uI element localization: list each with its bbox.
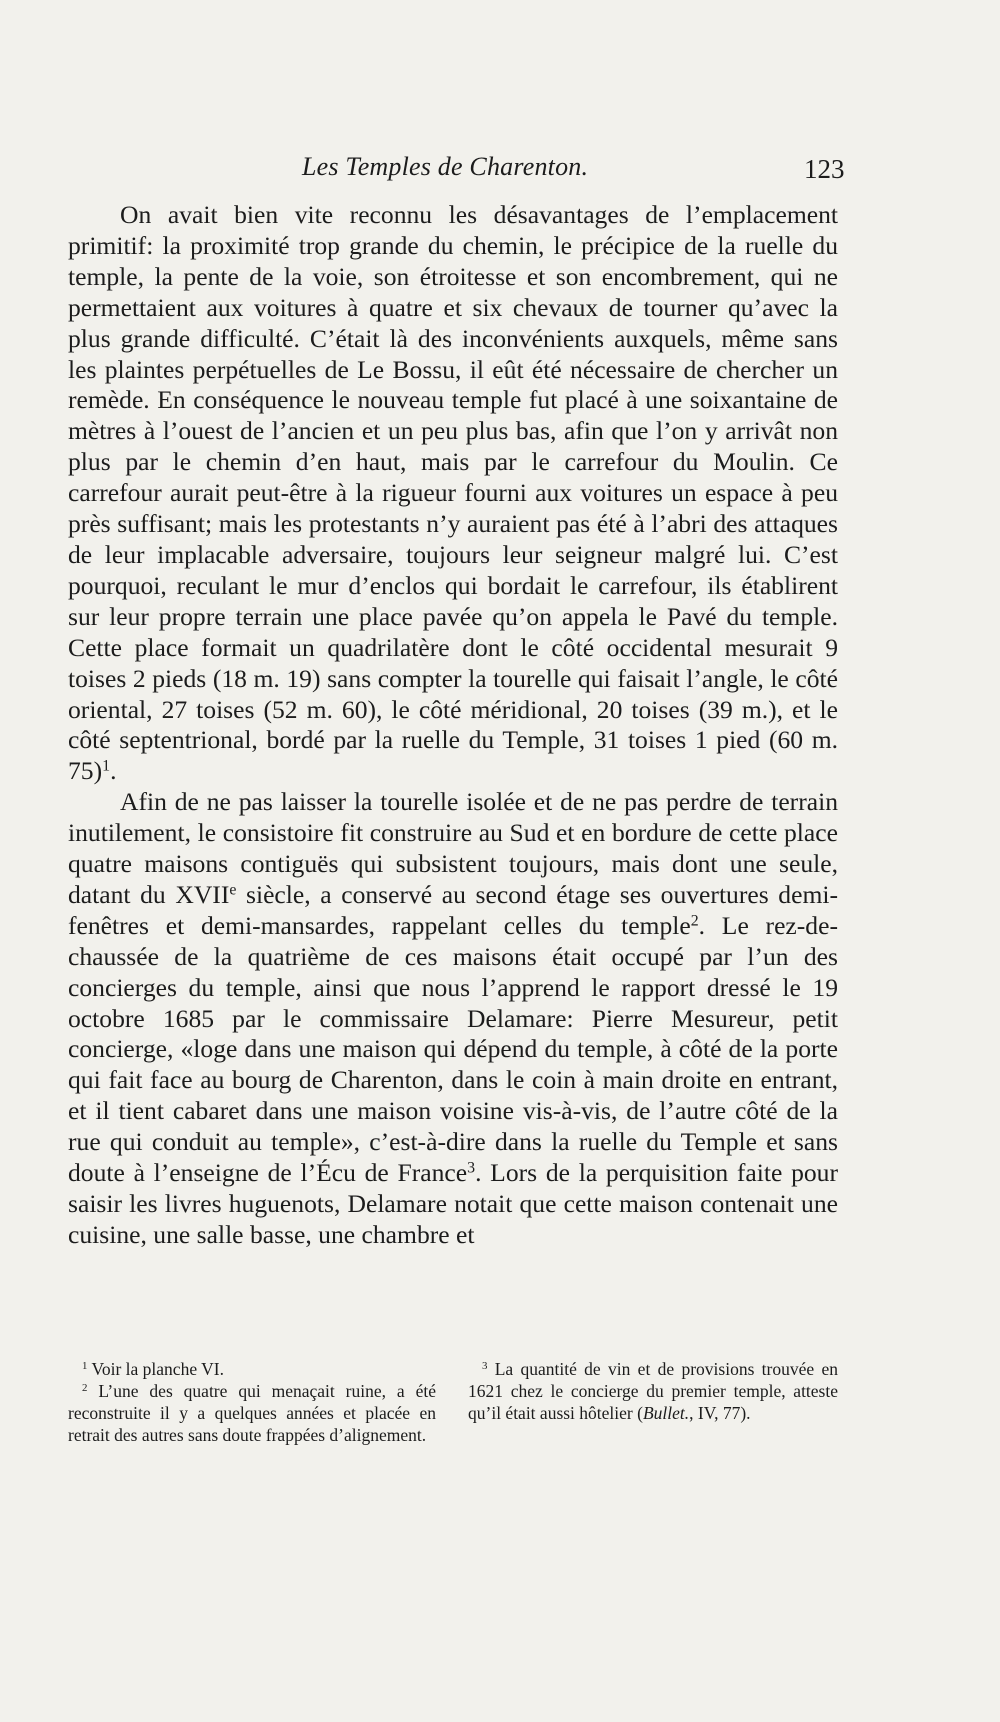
footnote-2-text: L’une des quatre qui menaçait ruine, a été reconstruite il y a quelques années et placée en retrait des autres sans doute frappées d’alignement. xyxy=(68,1381,436,1445)
footnote-1-text: Voir la planche VI. xyxy=(87,1359,224,1379)
footnote-3 xyxy=(468,1358,838,1424)
paragraph-2-text-c: . Le rez-de-chaussée de la quatrième de ces maisons était occupé par l’un des concierges du temple, ainsi que nous l’apprend le rapport dressé le 19 octobre 1685 par le commissaire Delamare: Pierre Mesureur, petit concierge, «loge dans une maison qui dépend du temple, à côté de la porte qui fait face au bourg de Charenton, dans le coin à main droite en entrant, et il tient cabaret dans une maison voisine vis-à-vis, de l’autre côté de la rue qui conduit au temple», c’est-à-dire dans la ruelle du Temple et sans doute à l’enseigne de l’Écu de France xyxy=(68,910,838,1188)
footnote-2-marker: 2 xyxy=(82,1382,88,1395)
footnote-1 xyxy=(68,1358,436,1380)
paragraph-1-end: . xyxy=(110,756,117,786)
footnotes-left-column xyxy=(68,1358,436,1446)
century-superscript: e xyxy=(229,881,237,899)
page-number: 123 xyxy=(804,154,845,184)
paragraph-2-text-a: Afin de ne pas laisser la tourelle isolée et de ne pas perdre de terrain inutilement, le consistoire fit construire au Sud et en bordure de cette place quatre maisons contiguës qui subsistent toujours, mais dont une seule, datant du XVII xyxy=(68,787,838,909)
running-title: Les Temples de Charenton. xyxy=(302,152,589,181)
footnote-1-marker: 1 xyxy=(82,1360,88,1373)
footnote-3-text-b: , IV, 77). xyxy=(689,1403,751,1423)
footnote-3-marker: 3 xyxy=(482,1360,488,1373)
footnote-ref-3: 3 xyxy=(467,1159,476,1177)
footnotes-right-column xyxy=(468,1358,838,1446)
paragraph-2-text-b: siècle, a conservé au second étage ses ouvertures demi-fenêtres et demi-mansardes, rappelant celles du temple xyxy=(68,879,838,940)
footnote-3-citation: Bullet. xyxy=(642,1403,690,1423)
footnote-ref-2: 2 xyxy=(690,912,699,930)
footnote-2 xyxy=(68,1380,436,1446)
paragraph-2 xyxy=(68,787,838,1251)
page-header xyxy=(0,152,1000,192)
paragraph-2-text-d: . Lors de la perquisition faite pour saisir les livres huguenots, Delamare notait que cette maison contenait une cuisine, une salle basse, une chambre et xyxy=(68,1158,839,1249)
footnotes xyxy=(68,1358,838,1446)
paragraph-1 xyxy=(68,200,838,787)
footnote-ref-1: 1 xyxy=(102,757,111,775)
paragraph-1-text: On avait bien vite reconnu les désavantages de l’emplacement primitif: la proximité trop grande du chemin, le précipice de la ruelle du temple, la pente de la voie, son étroitesse et son encombrement, qui ne permettaient aux voitures à quatre et six chevaux de tourner qu’avec la plus grande difficulté. C’était là des inconvénients auxquels, même sans les plaintes perpétuelles de Le Bossu, il eût été nécessaire de chercher un remède. En conséquence le nouveau temple fut placé à une soixantaine de mètres à l’ouest de l’ancien et un peu plus bas, afin que l’on y arrivât non plus par le chemin d’en haut, mais par le carrefour du Moulin. Ce carrefour aurait peut-être à la rigueur fourni aux voitures un espace à peu près suffisant; mais les protestants n’y auraient pas été à l’abri des attaques de leur implacable adversaire, toujours leur seigneur malgré lui. C’est pourquoi, reculant le mur d’enclos qui bordait le carrefour, ils établirent sur leur propre terrain une place pavée qu’on appela le Pavé du temple. Cette place formait un quadrilatère dont le côté occidental mesurait 9 toises 2 pieds (18 m. 19) sans compter la tourelle qui faisait l’angle, le côté oriental, 27 toises (52 m. 60), le côté méridional, 20 toises (39 m.), et le côté septentrional, bordé par la ruelle du Temple, 31 toises 1 pied (60 m. 75) xyxy=(68,200,838,786)
main-text xyxy=(68,200,838,1251)
footnote-3-text-a: La quantité de vin et de provisions trouvée en 1621 chez le concierge du premier temple, atteste qu’il était aussi hôtelier ( xyxy=(468,1359,838,1423)
